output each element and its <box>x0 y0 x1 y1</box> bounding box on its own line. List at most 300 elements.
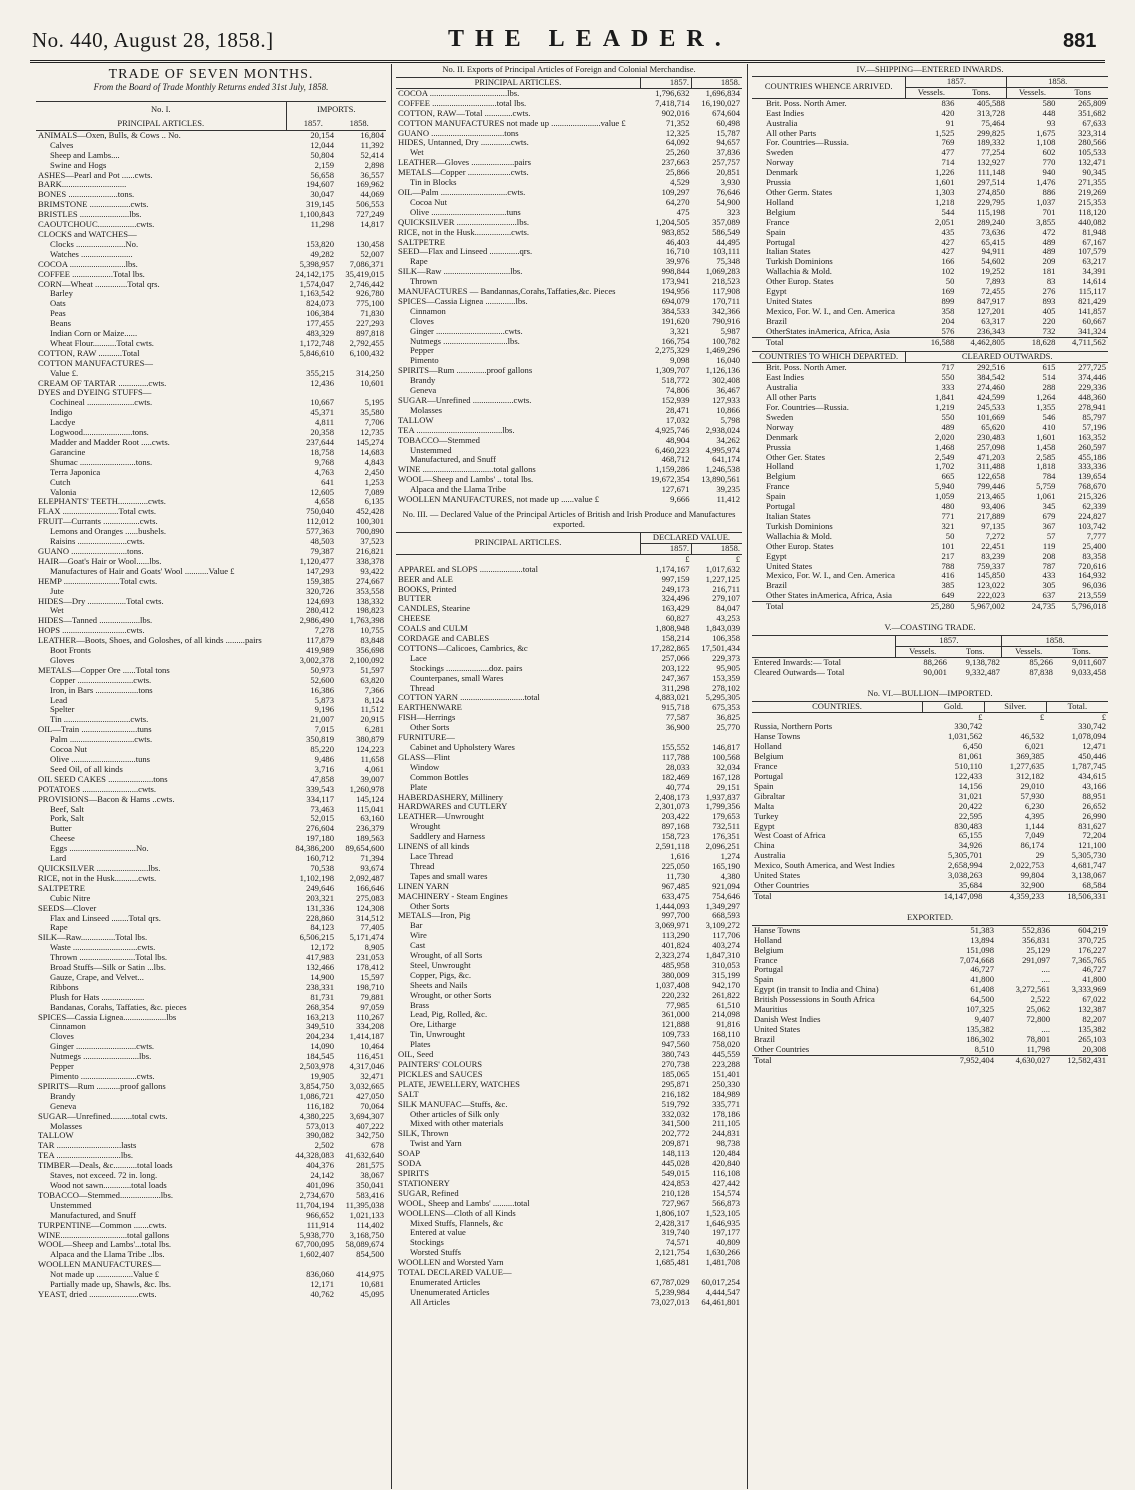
cell-value: 93 <box>1046 118 1056 128</box>
cell-value: 28,033 <box>665 762 690 772</box>
table-row <box>396 1060 742 1070</box>
cell-value: 169,962 <box>356 180 384 190</box>
table-row <box>396 119 742 129</box>
table-row <box>36 458 386 468</box>
cell-value: 4,711,562 <box>1057 337 1108 347</box>
cell-value: 16,710 <box>665 247 690 257</box>
row-label: SUGAR—Unrefined..........total cwts. <box>38 1111 168 1121</box>
cell-value: 48,503 <box>310 537 334 547</box>
cell-value: 163,352 <box>1078 432 1106 442</box>
cell-value: 65,620 <box>981 422 1005 432</box>
cell-value: 117,908 <box>712 287 740 297</box>
row-label: Pimento <box>410 356 439 366</box>
row-label: France <box>754 762 778 772</box>
cell-value: 127,933 <box>712 396 740 405</box>
cell-value: 111,914 <box>306 1220 334 1230</box>
row-label: Beef, Salt <box>50 804 84 814</box>
cell-value: 132,927 <box>976 158 1005 168</box>
cell-value: 694,079 <box>661 296 690 306</box>
cell-value: 12,471 <box>1082 742 1106 752</box>
cell-value: 35,580 <box>360 408 384 418</box>
row-label: Palm ..............................cwts. <box>50 735 153 745</box>
cell-value: 219,269 <box>1078 187 1106 197</box>
table-row <box>752 956 1108 966</box>
row-label: France <box>766 217 790 227</box>
row-label: SPICES—Cassia Lignea....................lbs <box>38 1012 177 1022</box>
row-label: HIDES—Tanned ...................lbs. <box>38 616 153 626</box>
cell-value: 414,975 <box>356 1270 384 1280</box>
row-label: Holland <box>754 935 782 945</box>
cell-value: 173,941 <box>661 277 690 287</box>
cell-value: 2,502 <box>314 1141 334 1151</box>
row-label: Ore, Litharge <box>410 1020 457 1030</box>
row-label: Malta <box>754 801 775 811</box>
cell-value: 9,768 <box>314 457 334 467</box>
cell-value: 602 <box>1042 148 1056 158</box>
cell-value: 154,574 <box>712 1188 740 1198</box>
cell-value: 71,394 <box>360 854 384 864</box>
table-row <box>396 614 742 624</box>
cell-value: 314,250 <box>356 368 384 378</box>
row-label: Ginger ............................cwts. <box>50 1042 155 1052</box>
declared-value-table <box>396 532 742 1308</box>
cell-value: 127,201 <box>976 306 1005 316</box>
table-row <box>396 1209 742 1219</box>
imports-table <box>36 101 386 1300</box>
cell-value: 405 <box>1042 306 1056 316</box>
cell-value: 926,780 <box>356 289 384 299</box>
cell-value: 4,763 <box>314 467 334 477</box>
cell-value: 1,069,283 <box>705 267 740 277</box>
table-row <box>36 280 386 290</box>
cell-value: 11,658 <box>360 755 384 764</box>
cell-value: 10,866 <box>716 405 740 415</box>
table-row <box>752 433 1108 443</box>
cell-value: 10,755 <box>360 626 384 636</box>
cell-value: 25,400 <box>1082 541 1106 551</box>
cell-value: 74,806 <box>665 386 690 396</box>
cell-value: 198,823 <box>356 606 384 616</box>
cell-value: 122,658 <box>976 472 1005 482</box>
row-label: Belgium <box>754 945 784 955</box>
cell-value: 2,734,670 <box>299 1190 334 1200</box>
cell-value: 1,630,266 <box>705 1248 740 1258</box>
table-row <box>752 337 1108 347</box>
row-label: FISH—Herrings <box>398 713 456 723</box>
table-row <box>36 230 386 240</box>
cell-value: 203,422 <box>661 812 690 822</box>
cell-value: 184,989 <box>712 1089 740 1099</box>
section-subtitle: From the Board of Trade Monthly Returns ended 31st July, 1858. <box>93 81 329 92</box>
table-row <box>396 644 742 654</box>
table-row <box>36 914 386 924</box>
cell-value: 45,095 <box>360 1289 384 1299</box>
cell-value: 2,428,317 <box>655 1218 690 1228</box>
table-row <box>36 933 386 943</box>
cell-value: 10,667 <box>310 398 334 408</box>
cell-value: 11,298 <box>310 220 334 230</box>
cell-value: 52,007 <box>360 249 384 259</box>
table-row <box>752 472 1108 482</box>
cell-value: 3,272,561 <box>1015 985 1050 995</box>
cell-value: 63,820 <box>360 675 384 685</box>
cell-value: 1,799,356 <box>705 802 740 812</box>
cell-value: 3,032,665 <box>349 1081 384 1091</box>
cell-value: 1,702 <box>935 462 955 472</box>
table-row <box>36 478 386 488</box>
table-row <box>752 732 1108 742</box>
cell-value: 314,512 <box>356 913 384 923</box>
cell-value: 717 <box>941 362 955 373</box>
cell-value: 216,182 <box>661 1089 690 1099</box>
row-label: Thrown <box>410 277 438 287</box>
row-label: BARK.............................. <box>38 180 127 190</box>
row-label: Cubic Nitre <box>50 893 91 903</box>
cell-value: 433 <box>1042 571 1056 581</box>
table-row <box>396 109 742 119</box>
cell-value: 320,726 <box>306 586 334 596</box>
row-label: Plate <box>410 782 428 792</box>
currency-unit: £ <box>1101 712 1106 722</box>
row-label: YEAST, dried .......................cwts. <box>38 1289 157 1299</box>
cell-value: 84,386,200 <box>295 844 334 854</box>
row-label: Portugal <box>766 502 796 512</box>
table-row <box>396 961 742 971</box>
cell-value: 15,597 <box>360 972 384 982</box>
vessels-header: Vessels. <box>896 646 949 657</box>
table-row <box>396 783 742 793</box>
header-rule <box>30 60 1105 63</box>
table-row <box>36 497 386 507</box>
row-label: Belgium <box>754 752 784 762</box>
cell-value: 6,506,215 <box>299 933 334 943</box>
cell-value: 50,804 <box>310 150 334 160</box>
cell-value: 345 <box>1042 502 1056 512</box>
row-label: OIL—Palm ...............................cwts. <box>398 187 526 197</box>
cell-value: 21,007 <box>310 715 334 725</box>
row-label: Mixed Stuffs, Flannels, &c <box>410 1218 504 1228</box>
row-label: Prussia <box>766 178 791 188</box>
row-label: Watches ........................ <box>50 249 133 259</box>
row-label: Tapes and small wares <box>410 871 488 881</box>
table-row <box>396 1179 742 1189</box>
cell-value: 230,483 <box>976 432 1005 442</box>
row-label: Cochineal ......................cwts. <box>50 398 153 408</box>
table-row <box>396 178 742 188</box>
cell-value: 90,345 <box>1082 168 1106 178</box>
row-label: TAR ..............................lasts <box>38 1141 137 1151</box>
cell-value: 18,758 <box>310 447 334 457</box>
table-row <box>396 832 742 842</box>
row-label: LEATHER—Gloves ....................pairs <box>398 158 531 168</box>
row-label: TOBACCO—Stemmed...................lbs. <box>38 1190 173 1200</box>
table-row <box>396 575 742 585</box>
row-label: Brandy <box>410 376 436 386</box>
cell-value: 191,620 <box>661 316 690 326</box>
table-row <box>752 228 1108 238</box>
table-row <box>752 772 1108 782</box>
row-label: Other Europ. States <box>766 541 834 551</box>
cell-value: 63,217 <box>1082 257 1106 267</box>
cell-value: 893 <box>1042 296 1056 306</box>
row-label: Bar <box>410 921 423 931</box>
table-row <box>752 602 1108 612</box>
table-row <box>396 327 742 337</box>
cell-value: 13,890,561 <box>701 475 740 485</box>
table-row <box>36 577 386 587</box>
cell-value: 31,021 <box>958 791 983 801</box>
cell-value: 714 <box>941 158 955 168</box>
cell-value: 334,208 <box>356 1022 384 1032</box>
table-row <box>396 684 742 694</box>
cell-value: 19,252 <box>981 267 1005 277</box>
table-caption: No. II. Exports of Principal Articles of Foreign and Colonial Merchandise. <box>442 64 696 74</box>
cell-value: 74,571 <box>665 1238 690 1248</box>
countries-heading: COUNTRIES TO WHICH DEPARTED. <box>759 351 899 362</box>
cell-value: 72,800 <box>1026 1014 1050 1024</box>
cell-value: 768,670 <box>1078 482 1106 492</box>
cell-value: 700,890 <box>356 527 384 537</box>
cell-value: 1,787,745 <box>1071 762 1106 772</box>
row-label: SODA <box>398 1159 422 1169</box>
table-row <box>36 1141 386 1151</box>
row-label: Mauritius <box>754 1005 788 1015</box>
cell-value: 112,012 <box>306 517 334 527</box>
cell-value: 679 <box>1042 511 1056 521</box>
row-label: Plates <box>410 1040 431 1050</box>
table-row <box>752 198 1108 208</box>
table-row <box>396 1189 742 1199</box>
row-label: Lemons and Oranges ......bushels. <box>50 527 166 537</box>
cell-value: 211,105 <box>712 1119 740 1129</box>
table-row <box>36 210 386 220</box>
cell-value: 485,958 <box>661 960 690 970</box>
cell-value: 452,428 <box>356 507 384 517</box>
row-label: SEEDS—Clover <box>38 903 97 913</box>
cell-value: 790,916 <box>712 316 740 326</box>
table-row <box>36 567 386 577</box>
cell-value: 420 <box>941 108 955 118</box>
row-label: Lacdye <box>50 418 76 428</box>
table-row <box>752 413 1108 423</box>
cell-value: 39,007 <box>360 774 384 784</box>
row-label: Alpaca and the Llama Tribe <box>410 485 506 495</box>
row-label: COCOA ..........................lbs. <box>38 259 138 269</box>
cell-value: 67,700,095 <box>295 1240 334 1250</box>
cell-value: 213,465 <box>976 492 1005 502</box>
row-label: Eggs ...............................No. <box>50 844 149 854</box>
row-label: LEATHER—Boots, Shoes, and Goloshes, of all kinds .........pairs <box>38 636 262 646</box>
cell-value: 245,533 <box>976 403 1005 412</box>
cell-value: 280,566 <box>1078 138 1106 148</box>
table-row <box>396 238 742 248</box>
table-row <box>36 636 386 646</box>
cell-value: 2,022,753 <box>1009 861 1045 871</box>
cell-value: 60,498 <box>716 118 740 128</box>
table-row <box>36 844 386 854</box>
row-label: Cleared Outwards— Total <box>754 667 845 677</box>
cell-value: .... <box>1041 965 1050 975</box>
row-label: Waste ..............................cwts. <box>50 943 156 953</box>
table-row <box>36 1131 386 1141</box>
table-row <box>36 517 386 527</box>
row-label: BRIMSTONE ...................cwts. <box>38 200 149 210</box>
row-label: Italian States <box>766 247 811 257</box>
row-label: TURPENTINE—Common .......cwts. <box>38 1220 167 1230</box>
cell-value: 54,602 <box>981 257 1005 267</box>
cell-value: 4,359,233 <box>984 891 1046 901</box>
cell-value: 291,097 <box>1022 955 1050 965</box>
cell-value: 997,159 <box>661 574 690 584</box>
row-label: Pepper <box>410 346 434 356</box>
cell-value: 5,873 <box>314 695 334 705</box>
table-row <box>396 406 742 416</box>
cell-value: 1,937,837 <box>705 792 740 802</box>
cell-value: 770 <box>1042 158 1056 168</box>
table-row <box>396 1258 742 1268</box>
cell-value: 424,599 <box>976 393 1005 403</box>
cell-value: 2,938,024 <box>705 425 740 435</box>
cell-value: 3,930 <box>720 178 740 188</box>
cell-value: 32,034 <box>716 762 740 772</box>
table-row <box>752 178 1108 188</box>
table-row <box>36 1003 386 1013</box>
cell-value: 6,100,432 <box>349 348 384 358</box>
table-row <box>396 198 742 208</box>
table-row <box>396 267 742 277</box>
row-label: COTTON YARN ..............................total <box>398 693 540 703</box>
row-label: Danish West Indies <box>754 1014 821 1024</box>
cell-value: 6,135 <box>364 497 384 507</box>
cell-value: 732,511 <box>712 822 740 832</box>
cell-value: 1,601 <box>935 178 955 188</box>
row-label: Seed Oil, of all kinds <box>50 764 123 774</box>
table-row <box>396 1238 742 1248</box>
table-row <box>396 218 742 228</box>
cell-value: 350,819 <box>306 735 334 745</box>
cell-value: 750,040 <box>306 507 334 517</box>
cell-value: 641,174 <box>712 455 740 465</box>
cell-value: 77,985 <box>665 1000 690 1010</box>
cell-value: 836 <box>941 98 955 108</box>
table-row <box>36 1260 386 1270</box>
row-label: Brit. Poss. North Amer. <box>766 362 847 373</box>
column-divider <box>391 64 392 1489</box>
cell-value: 57 <box>1046 531 1056 541</box>
cell-value <box>336 230 386 240</box>
row-label: PICKLES and SAUCES <box>398 1069 483 1079</box>
table-row <box>396 188 742 198</box>
cell-value: 1,646,935 <box>705 1218 740 1228</box>
row-label: COTTONS—Calicoes, Cambrics, &c <box>398 643 528 653</box>
cell-value: 4,380 <box>720 871 740 881</box>
table-row <box>396 713 742 723</box>
row-label: CORN—Wheat ...............Total qrs. <box>38 279 160 289</box>
cell-value: 546 <box>1042 412 1056 422</box>
year-header: 1857. <box>641 543 692 554</box>
table-row <box>36 428 386 438</box>
table-row <box>752 512 1108 522</box>
row-label: WOOLLENS—Cloth of all Kinds <box>398 1208 516 1218</box>
cell-value: 9,666 <box>670 495 690 505</box>
cell-value: 261,822 <box>712 990 740 1000</box>
cell-value: 374,446 <box>1078 373 1106 383</box>
cell-value: 1,144 <box>1024 821 1045 831</box>
cell-value: 3,321 <box>670 326 690 336</box>
cell-value: 1,796,632 <box>655 88 690 98</box>
table-row <box>752 317 1108 327</box>
row-label: Twist and Yarn <box>410 1139 462 1149</box>
cell-value: 356,831 <box>1022 935 1050 945</box>
row-label: Lace Thread <box>410 851 454 861</box>
cell-value: 189,332 <box>976 138 1005 148</box>
cell-value: 43,253 <box>716 614 740 624</box>
cell-value: 573,013 <box>306 1121 334 1131</box>
cell-value: 5,305,730 <box>1071 851 1106 861</box>
table-row <box>752 552 1108 562</box>
cell-value: 310,053 <box>712 960 740 970</box>
row-label: East Indies <box>766 108 804 118</box>
table-row <box>752 138 1108 148</box>
cell-value: 17,282,865 <box>650 643 690 653</box>
cell-value: 83 <box>1046 277 1056 287</box>
cell-value: 333 <box>941 383 955 393</box>
row-label: Australia <box>766 383 798 393</box>
cell-value: 163,213 <box>306 1012 334 1022</box>
cell-value: 297,514 <box>976 178 1005 188</box>
cell-value: 60,017,254 <box>701 1277 740 1287</box>
row-label: Belgium <box>766 207 796 217</box>
row-label: Hanse Towns <box>754 732 801 742</box>
cell-value: 854,500 <box>356 1250 384 1260</box>
year-header: 1857. <box>906 77 1007 88</box>
cell-value: 70,538 <box>310 863 334 873</box>
cell-value: 6,230 <box>1024 801 1045 811</box>
cell-value: 9,138,782 <box>965 657 1000 667</box>
row-label: Lace <box>410 653 427 663</box>
row-label: SUGAR—Unrefined ...................cwts. <box>398 396 532 405</box>
table-row <box>396 1100 742 1110</box>
cell-value: 48,904 <box>665 435 690 445</box>
cell-value: 20,422 <box>958 801 983 811</box>
cell-value: 229,373 <box>712 653 740 663</box>
table-row <box>396 307 742 317</box>
table-row <box>396 138 742 148</box>
row-label: Thrown ..........................Total lbs. <box>50 953 168 963</box>
table-row <box>36 1231 386 1241</box>
table-row <box>396 1090 742 1100</box>
table-row <box>396 1110 742 1120</box>
table-row <box>752 393 1108 403</box>
cell-value: 583,416 <box>356 1190 384 1200</box>
cell-value: 1,468 <box>935 442 955 452</box>
cell-value: 24,735 <box>1007 602 1058 612</box>
row-label: Manufactured, and Snuff <box>410 455 496 465</box>
cell-value: 295,871 <box>661 1079 690 1089</box>
cell-value: 349,510 <box>306 1022 334 1032</box>
row-label: Italian States <box>766 511 811 521</box>
page-header <box>0 0 1135 62</box>
cell-value: 83,848 <box>360 636 384 646</box>
table-row <box>36 1062 386 1072</box>
table-row <box>396 485 742 495</box>
row-label: Wrought, of all Sorts <box>410 951 483 961</box>
cell-value: 41,800 <box>1082 975 1106 985</box>
cell-value: 1,601 <box>1036 432 1056 442</box>
row-label: GUANO ..................................tons <box>398 128 519 138</box>
cell-value: 947,560 <box>661 1040 690 1050</box>
vessels-header: Vessels. <box>906 87 957 98</box>
